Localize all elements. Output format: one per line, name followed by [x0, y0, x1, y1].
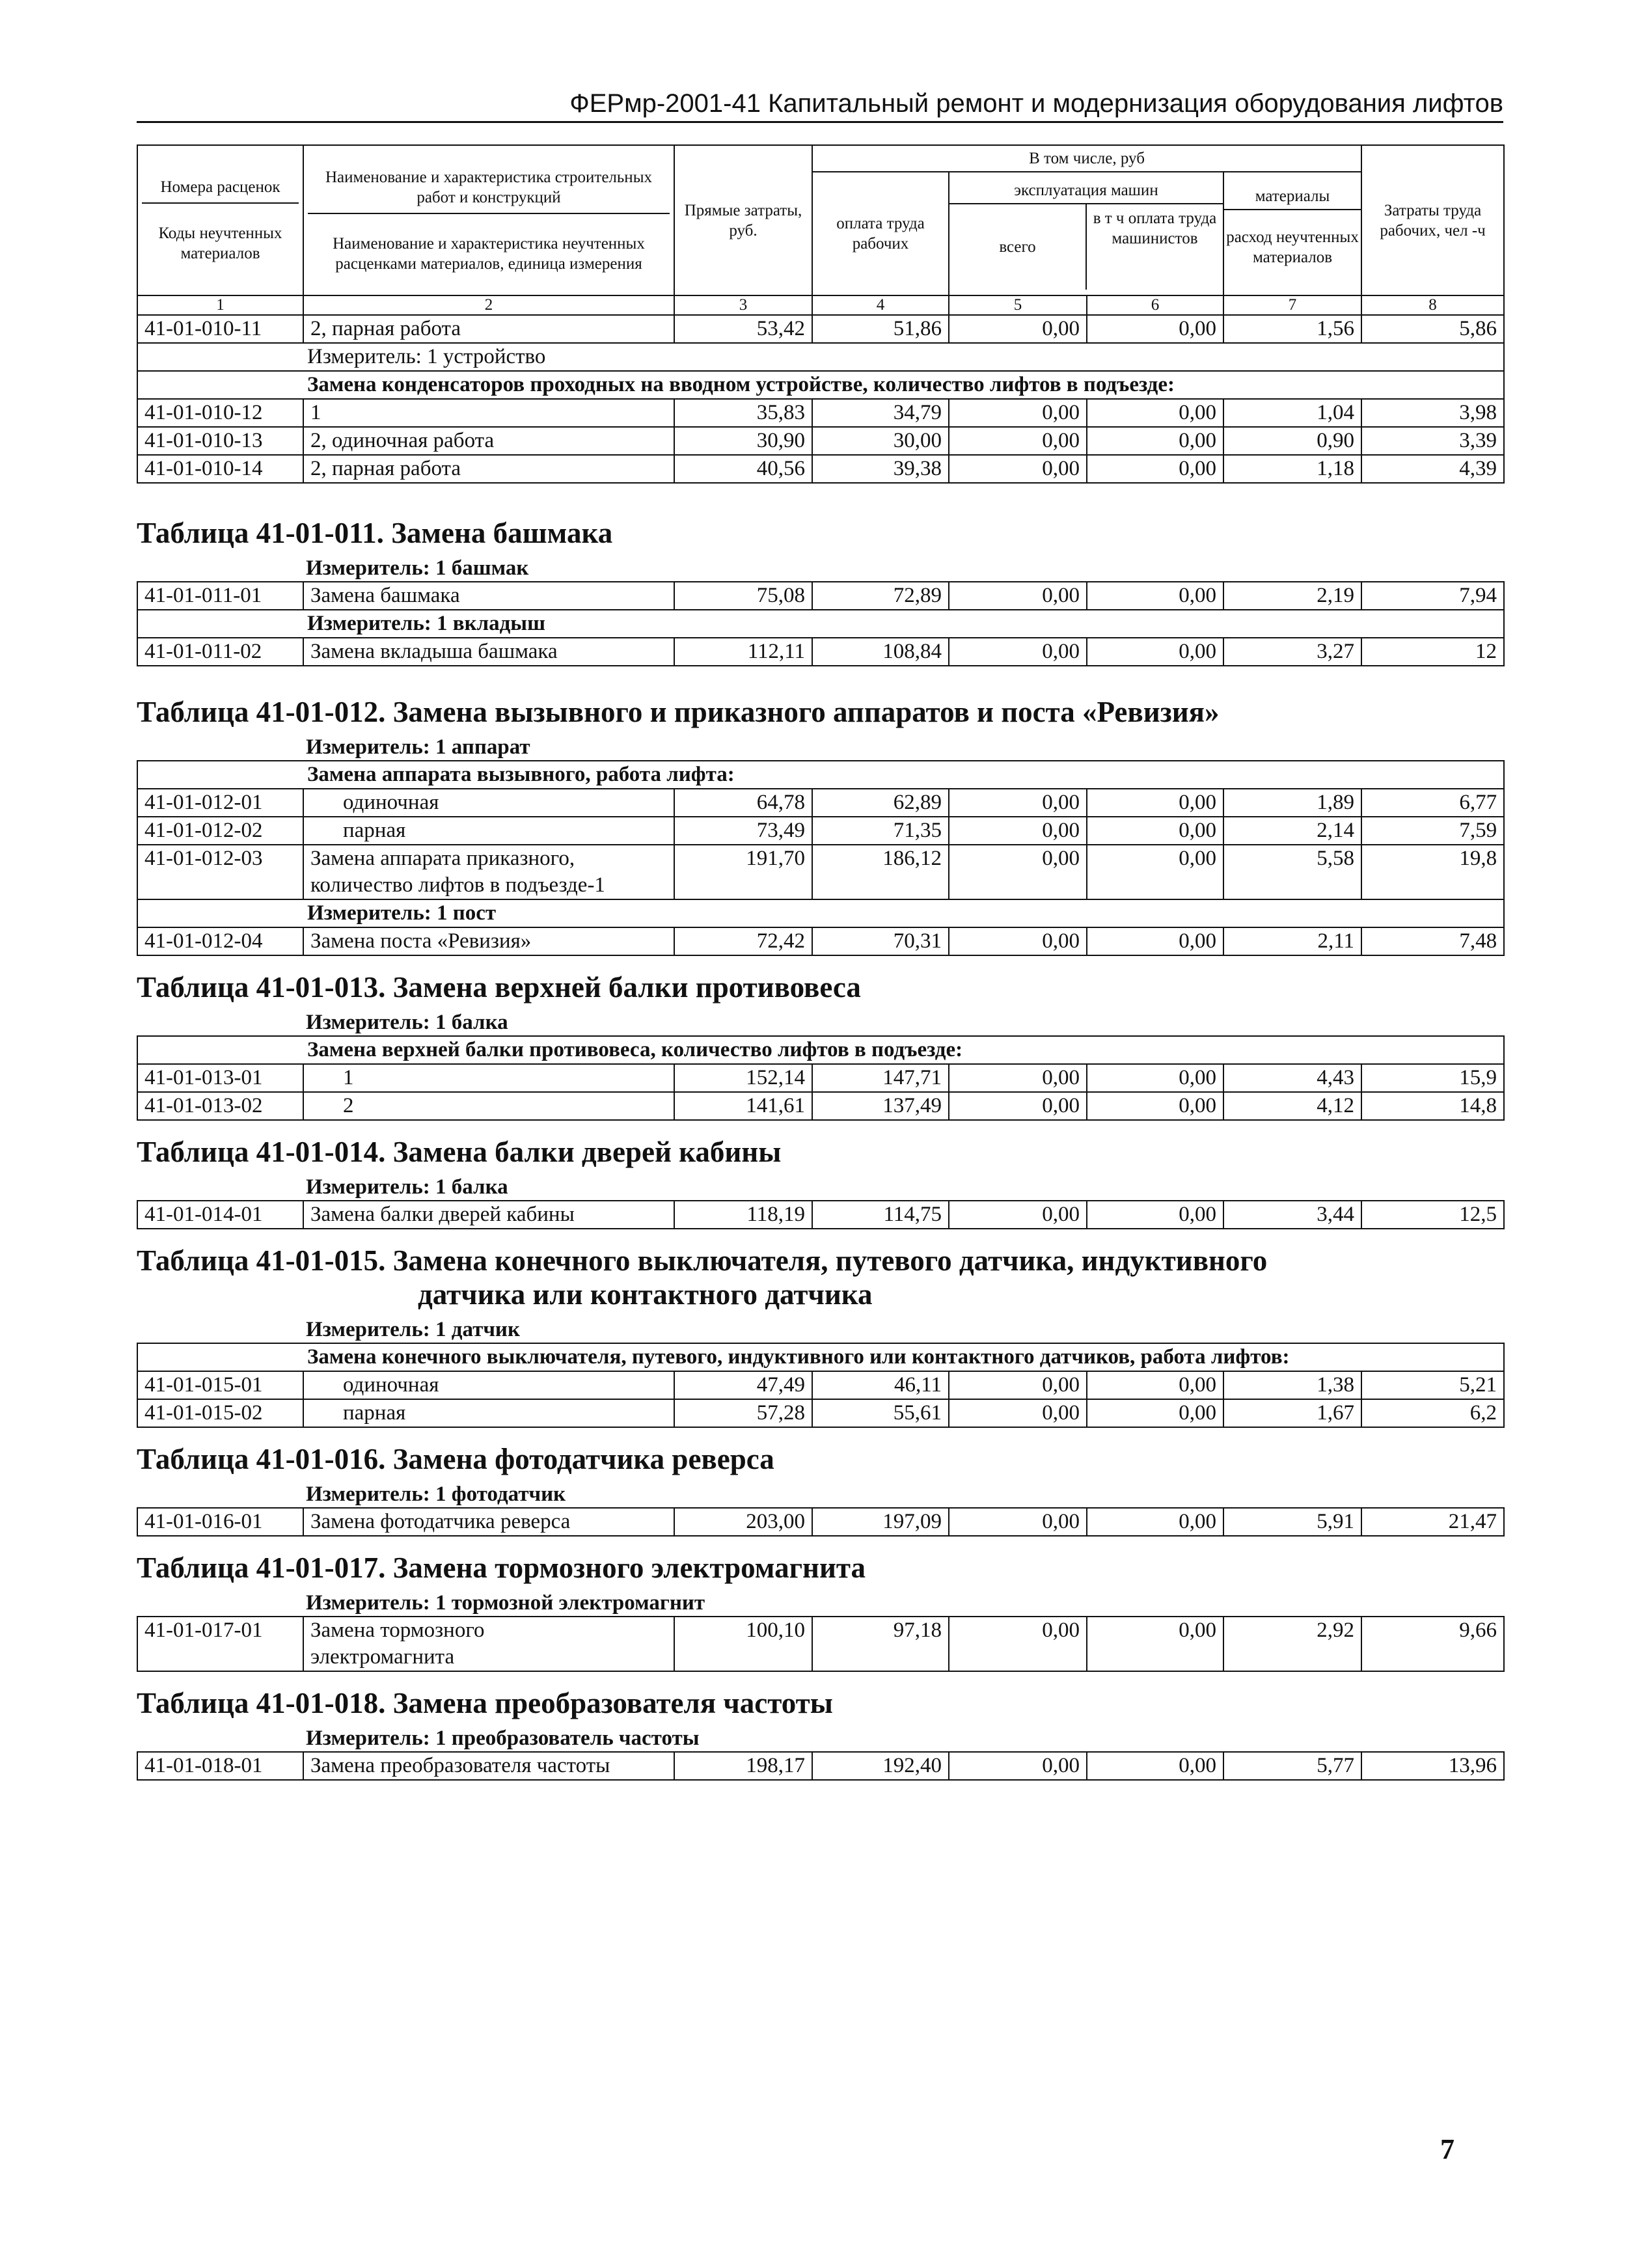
table-row: 41-01-010-13 2, одиночная работа 30,90 30,00 0,00 0,00 0,90 3,39	[137, 427, 1504, 455]
table-title-013: Таблица 41-01-013. Замена верхней балки противовеса	[137, 971, 861, 1004]
meter-row: Измеритель: 1 вкладыш	[137, 610, 1504, 638]
table-title-017: Таблица 41-01-017. Замена тормозного электромагнита	[137, 1551, 866, 1584]
header-unaccounted-materials: расход неучтенных материалов	[1226, 228, 1359, 266]
table-018	[137, 1751, 1505, 1781]
document-body	[137, 144, 1503, 1781]
table-row: 41-01-011-01 Замена башмака 75,08 72,89 0,00 0,00 2,19 7,94	[137, 582, 1504, 610]
table-row: 41-01-016-01 Замена фотодатчика реверса 203,00 197,09 0,00 0,00 5,91 21,47	[137, 1508, 1504, 1536]
table-title-018: Таблица 41-01-018. Замена преобразователя частоты	[137, 1687, 833, 1719]
page-header	[137, 90, 1503, 123]
meter-label: Измеритель: 1 датчик	[306, 1318, 520, 1341]
header-machines: эксплуатация машин	[949, 178, 1223, 204]
table-row: 41-01-018-01 Замена преобразователя частоты 198,17 192,40 0,00 0,00 5,77 13,96	[137, 1752, 1504, 1780]
meter-label: Измеритель: 1 преобразователь частоты	[306, 1727, 700, 1750]
table-row: 41-01-017-01 Замена тормозного электромагнита 100,10 97,18 0,00 0,00 2,92 9,66	[137, 1617, 1504, 1671]
header-group: В том числе, руб	[812, 145, 1361, 172]
table-012	[137, 760, 1505, 956]
table-row: 41-01-013-02 2 141,61 137,49 0,00 0,00 4,12 14,8	[137, 1092, 1504, 1120]
meter-label: Измеритель: 1 фотодатчик	[306, 1482, 566, 1506]
meter-label: Измеритель: 1 аппарат	[306, 735, 530, 759]
table-row: 41-01-013-01 1 152,14 147,71 0,00 0,00 4,43 15,9	[137, 1064, 1504, 1092]
group-row: Замена аппарата вызывного, работа лифта:	[137, 761, 1504, 789]
table-row: 41-01-015-02 парная 57,28 55,61 0,00 0,00 1,67 6,2	[137, 1399, 1504, 1427]
table-017	[137, 1616, 1505, 1672]
page-number: 7	[1440, 2133, 1454, 2165]
meter-label: Измеритель: 1 балка	[306, 1175, 508, 1199]
header-operator-wages: в т ч оплата труда машинистов	[1093, 210, 1217, 247]
table-016	[137, 1507, 1505, 1537]
meter-label: Измеритель: 1 тормозной электромагнит	[306, 1591, 705, 1615]
table-row: 41-01-012-01 одиночная 64,78 62,89 0,00 0,00 1,89 6,77	[137, 789, 1504, 817]
table-row: 41-01-012-02 парная 73,49 71,35 0,00 0,00 2,14 7,59	[137, 817, 1504, 845]
table-row: 41-01-012-04 Замена поста «Ревизия» 72,42 70,31 0,00 0,00 2,11 7,48	[137, 927, 1504, 955]
header-materials: материалы	[1224, 184, 1361, 210]
table-row: 41-01-010-11 2, парная работа 53,42 51,86 0,00 0,00 1,56 5,86	[137, 315, 1504, 343]
header-name: Наименование и характеристика строительных работ и конструкций Наименование и характеристика неучтенных расценками материалов, единица измерения	[303, 145, 674, 295]
header-machines-total: всего	[949, 204, 1087, 290]
table-row: 41-01-015-01 одиночная 47,49 46,11 0,00 0,00 1,38 5,21	[137, 1371, 1504, 1399]
table-title-016: Таблица 41-01-016. Замена фотодатчика реверса	[137, 1443, 774, 1475]
rates-table	[137, 144, 1505, 484]
meter-row: Измеритель: 1 устройство	[137, 343, 1504, 371]
table-011	[137, 581, 1505, 666]
table-015	[137, 1343, 1505, 1428]
table-row: 41-01-012-03 Замена аппарата приказного, количество лифтов в подъезде-1 191,70 186,12 0,00 0,00 5,58 19,8	[137, 845, 1504, 899]
meter-row: Измеритель: 1 пост	[137, 899, 1504, 927]
table-title-011: Таблица 41-01-011. Замена башмака	[137, 517, 613, 549]
table-title-012: Таблица 41-01-012. Замена вызывного и приказного аппаратов и поста «Ревизия»	[137, 696, 1220, 728]
table-header-row	[137, 145, 1504, 172]
header-labor: Затраты труда рабочих, чел -ч	[1361, 145, 1504, 295]
group-row: Замена конденсаторов проходных на вводном устройстве, количество лифтов в подъезде:	[137, 371, 1504, 399]
column-numbers-row: 1 2 3 4 5 6 7 8	[137, 295, 1504, 315]
group-row: Замена верхней балки противовеса, количество лифтов в подъезде:	[137, 1036, 1504, 1064]
header-codes: Номера расценок Коды неучтенных материалов	[137, 145, 303, 295]
meter-label: Измеритель: 1 балка	[306, 1011, 508, 1034]
document-title: ФЕРмр-2001-41 Капитальный ремонт и модернизация оборудования лифтов	[569, 89, 1503, 118]
table-row: 41-01-014-01 Замена балки дверей кабины 118,19 114,75 0,00 0,00 3,44 12,5	[137, 1201, 1504, 1229]
table-title-015: Таблица 41-01-015. Замена конечного выключателя, путевого датчика, индуктивного датчика или контактного датчика	[137, 1244, 1268, 1311]
header-wages: оплата труда рабочих	[812, 172, 949, 295]
group-row: Замена конечного выключателя, путевого, индуктивного или контактного датчиков, работа лифтов:	[137, 1343, 1504, 1371]
table-row: 41-01-011-02 Замена вкладыша башмака 112,11 108,84 0,00 0,00 3,27 12	[137, 638, 1504, 666]
table-row: 41-01-010-12 1 35,83 34,79 0,00 0,00 1,04 3,98	[137, 399, 1504, 427]
table-013	[137, 1035, 1505, 1121]
table-014	[137, 1200, 1505, 1229]
header-direct-costs: Прямые затраты, руб.	[674, 145, 812, 295]
meter-label: Измеритель: 1 башмак	[306, 556, 529, 580]
table-row: 41-01-010-14 2, парная работа 40,56 39,38 0,00 0,00 1,18 4,39	[137, 455, 1504, 483]
table-title-014: Таблица 41-01-014. Замена балки дверей кабины	[137, 1136, 782, 1168]
